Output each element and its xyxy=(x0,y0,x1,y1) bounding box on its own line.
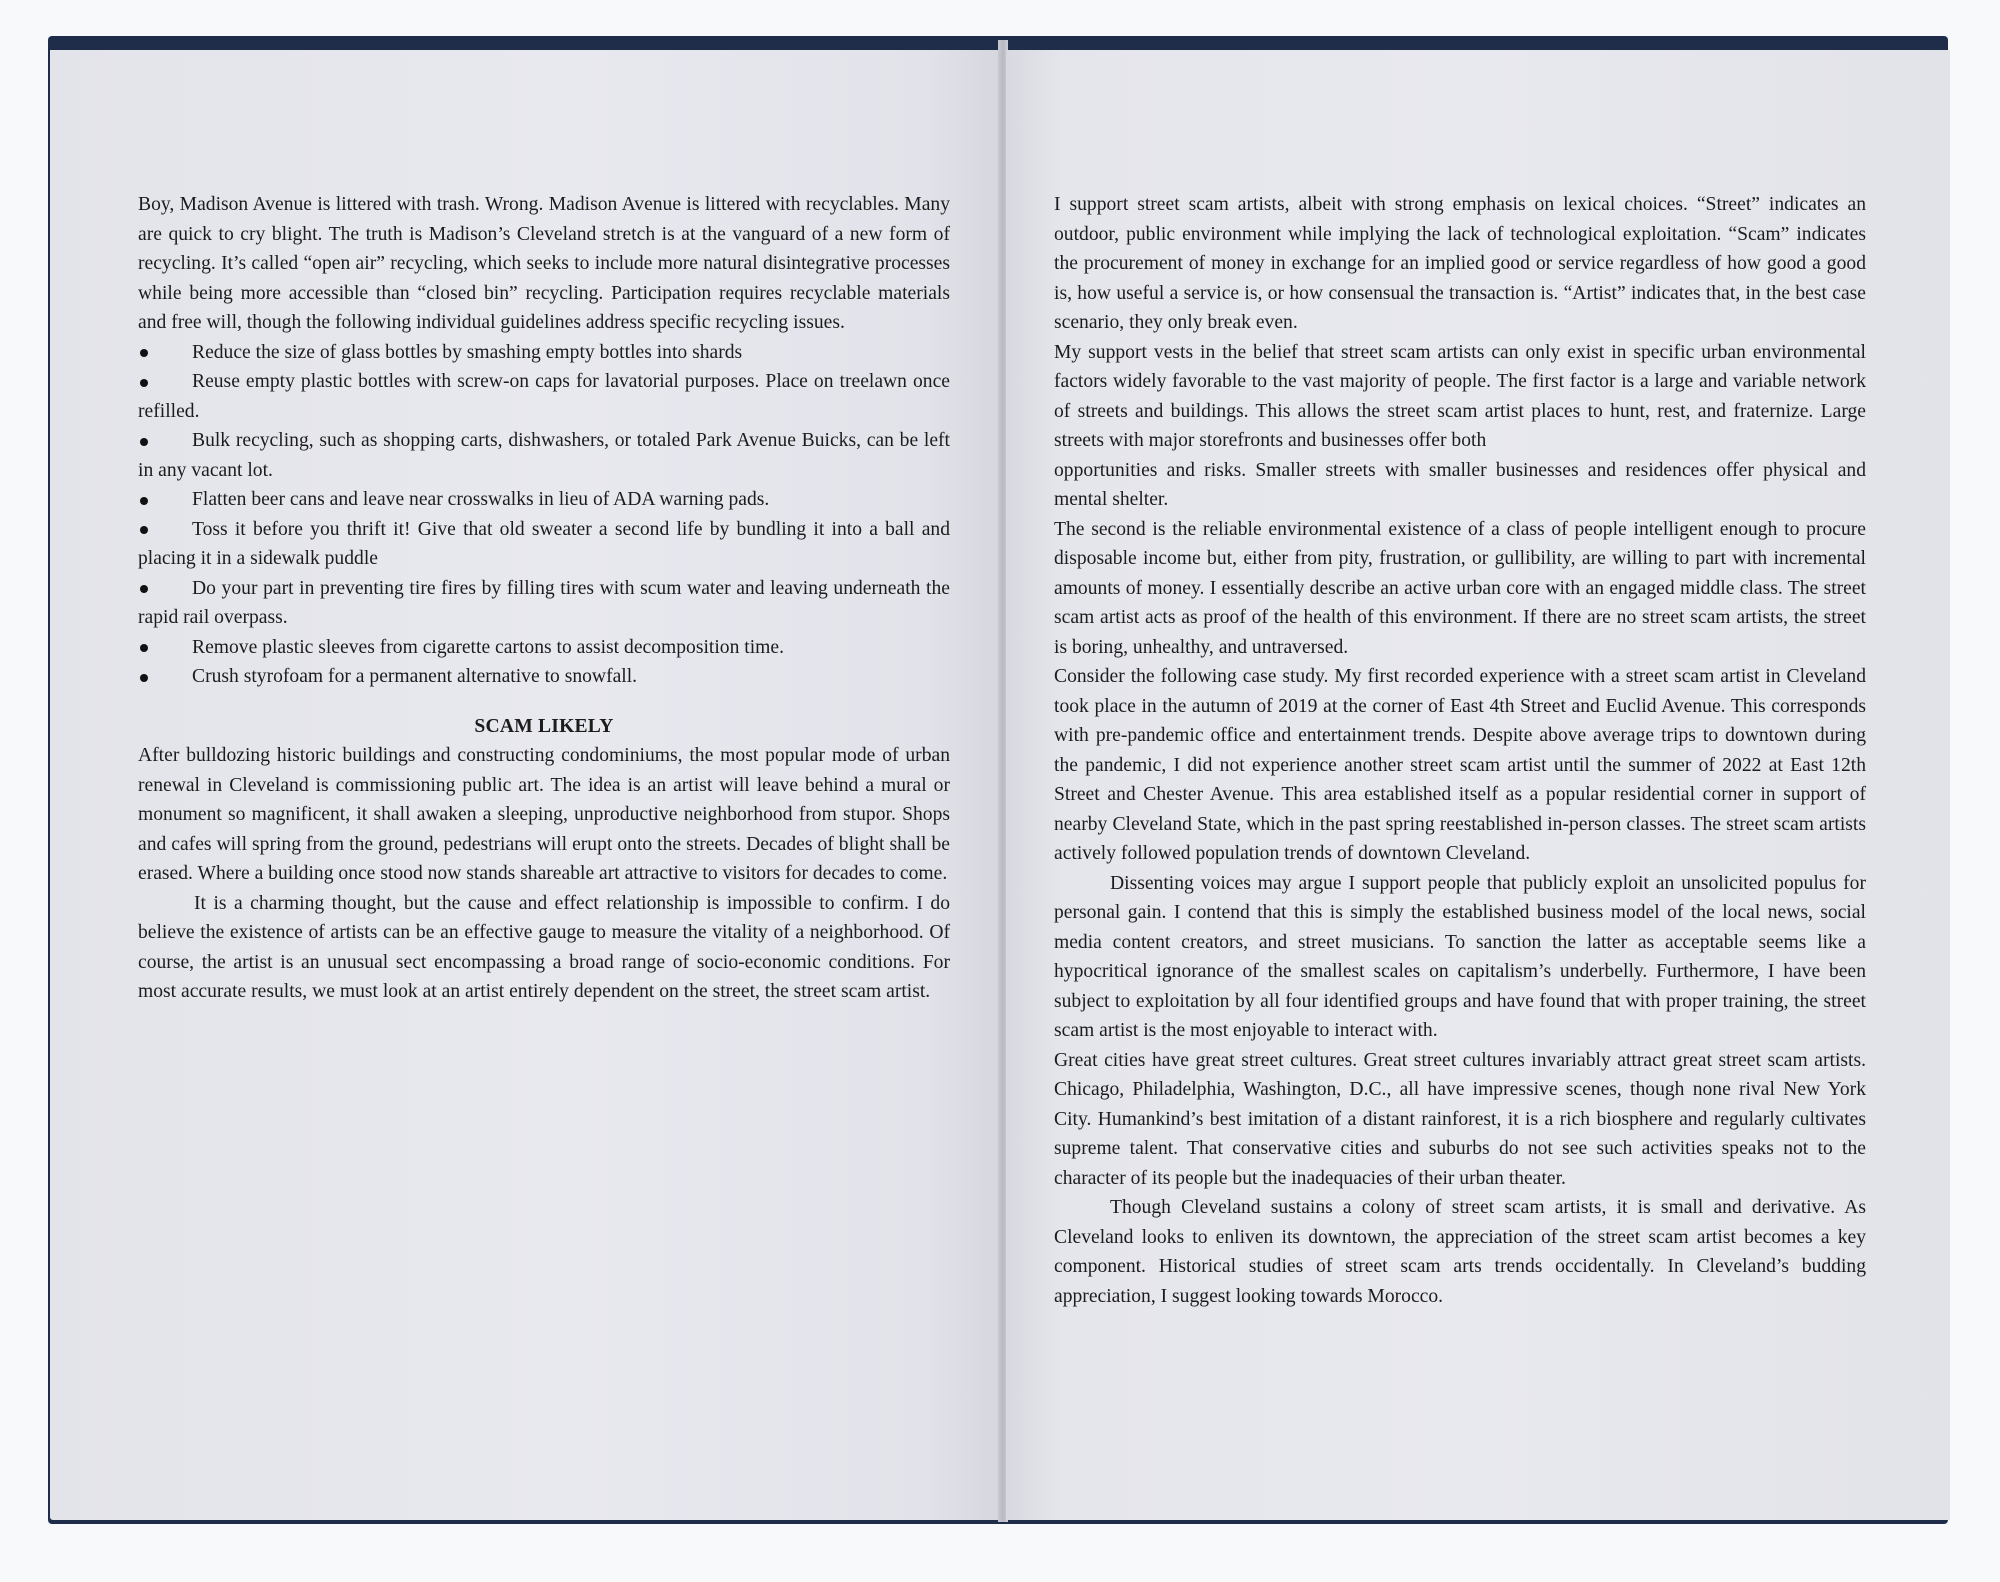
body-paragraph: Consider the following case study. My first recorded experience with a street scam artist in Cleveland took place in the autumn of 2019 at the corner of East 4th Street and Euclid Avenue. This corresponds with pre-pandemic office and entertainment trends. Despite above average trips to downtown during the pandemic, I did not experience another street scam artist until the summer of 2022 at East 12th Street and Chester Avenue. This area established itself as a popular residential corner in support of nearby Cleveland State, which in the past spring reestablished in-person classes. The street scam artists actively followed population trends of downtown Cleveland. xyxy=(1054,666,1866,864)
body-paragraph: Dissenting voices may argue I support people that publicly exploit an unsolicited populus for personal gain. I contend that this is simply the established business model of the local news, social media content creators, and street musicians. To sanction the latter as acceptable seems like a hypocritical ignorance of the smallest scales on capitalism’s underbelly. Furthermore, I have been subject to exploitation by all four identified groups and have found that with proper training, the street scam artist is the most enjoyable to interact with. xyxy=(1054,872,1866,1041)
body-paragraph: After bulldozing historic buildings and constructing condominiums, the most popular mode of urban renewal in Cleveland is commissioning public art. The idea is an artist will leave behind a mural or monument so magnificent, it shall awaken a sleeping, unproductive neighborhood from stupor. Shops and cafes will spring from the ground, pedestrians will erupt onto the streets. Decades of blight shall be erased. Where a building once stood now stands shareable art attractive to visitors for decades to come. xyxy=(138,745,950,884)
bullet-dot-icon xyxy=(138,662,192,692)
body-paragraph: opportunities and risks. Smaller streets with smaller businesses and residences offer physical and mental shelter. xyxy=(1054,459,1866,510)
bullet-text: Do your part in preventing tire fires by filling tires with scum water and leaving underneath the rapid rail overpass. xyxy=(138,577,950,628)
intro-paragraph: Boy, Madison Avenue is littered with trash. Wrong. Madison Avenue is littered with recyclables. Many are quick to cry blight. The truth is Madison’s Cleveland stretch is at the vanguard of a new form of recycling. It’s called “open air” recycling, which seeks to include more natural disintegrative processes while being more accessible than “closed bin” recycling. Participation requires recyclable materials and free will, though the following individual guidelines address specific recycling issues. xyxy=(138,194,950,333)
body-paragraph: My support vests in the belief that street scam artists can only exist in specific urban environmental factors widely favorable to the vast majority of people. The first factor is a large and variable network of streets and buildings. This allows the street scam artist places to hunt, rest, and fraternize. Large streets with major storefronts and businesses offer both xyxy=(1054,341,1866,451)
bullet-dot-icon xyxy=(138,485,192,515)
bullet-item xyxy=(138,485,950,515)
bullet-dot-icon xyxy=(138,633,192,663)
bullet-item xyxy=(138,338,950,368)
bullet-item xyxy=(138,426,950,485)
bullet-item xyxy=(138,367,950,426)
body-paragraph: Great cities have great street cultures. Great street cultures invariably attract great street scam artists. Chicago, Philadelphia, Washington, D.C., all have impressive scenes, though none rival New York City. Humankind’s best imitation of a distant rainforest, it is a rich biosphere and regularly cultivates supreme talent. That conservative cities and suburbs do not see such activities speaks not to the character of its people but the inadequacies of their urban theater. xyxy=(1054,1049,1866,1189)
body-paragraph: It is a charming thought, but the cause and effect relationship is impossible to confirm. I do believe the existence of artists can be an effective gauge to measure the vitality of a neighborhood. Of course, the artist is an unusual sect encompassing a broad range of socio-economic conditions. For most accurate results, we must look at an artist entirely dependent on the street, the street scam artist. xyxy=(138,892,950,1002)
right-page-text xyxy=(1054,190,1866,1311)
bullet-text: Reduce the size of glass bottles by smashing empty bottles into shards xyxy=(192,341,743,363)
bullet-item xyxy=(138,574,950,633)
bullet-dot-icon xyxy=(138,338,192,368)
bullet-text: Bulk recycling, such as shopping carts, dishwashers, or totaled Park Avenue Buicks, can be left in any vacant lot. xyxy=(138,430,950,481)
left-page xyxy=(50,50,1000,1520)
bullet-text: Remove plastic sleeves from cigarette cartons to assist decomposition time. xyxy=(192,636,785,658)
bullet-dot-icon xyxy=(138,574,192,604)
body-paragraph: I support street scam artists, albeit with strong emphasis on lexical choices. “Street” indicates an outdoor, public environment while implying the lack of technological exploitation. “Scam” indicates the procurement of money in exchange for an implied good or service regardless of how good a good is, how useful a service is, or how consensual the transaction is. “Artist” indicates that, in the best case scenario, they only break even. xyxy=(1054,194,1866,333)
bullet-item xyxy=(138,633,950,663)
bullet-item xyxy=(138,515,950,574)
right-page xyxy=(1006,50,1950,1520)
bullet-dot-icon xyxy=(138,367,192,397)
section-heading: SCAM LIKELY xyxy=(474,715,614,737)
body-paragraph: The second is the reliable environmental existence of a class of people intelligent enough to procure disposable income but, either from pity, frustration, or gullibility, are willing to part with incremental amounts of money. I essentially describe an active urban core with an engaged middle class. The street scam artist acts as proof of the health of this environment. If there are no street scam artists, the street is boring, unhealthy, and untraversed. xyxy=(1054,518,1866,658)
bullet-text: Crush styrofoam for a permanent alternative to snowfall. xyxy=(192,666,638,687)
bullet-dot-icon xyxy=(138,515,192,545)
bullet-text: Flatten beer cans and leave near crosswalks in lieu of ADA warning pads. xyxy=(192,489,770,510)
bullet-item xyxy=(138,662,950,692)
body-paragraph: Though Cleveland sustains a colony of street scam artists, it is small and derivative. As Cleveland looks to enliven its downtown, the appreciation of the street scam artist becomes a key component. Historical studies of street scam arts trends occidentally. In Cleveland’s budding appreciation, I suggest looking towards Morocco. xyxy=(1054,1197,1866,1307)
bullet-text: Reuse empty plastic bottles with screw-on caps for lavatorial purposes. Place on treelawn once refilled. xyxy=(138,371,950,422)
bullet-dot-icon xyxy=(138,426,192,456)
bullet-text: Toss it before you thrift it! Give that old sweater a second life by bundling it into a ball and placing it in a sidewalk puddle xyxy=(138,518,950,569)
left-page-text xyxy=(138,190,950,1007)
